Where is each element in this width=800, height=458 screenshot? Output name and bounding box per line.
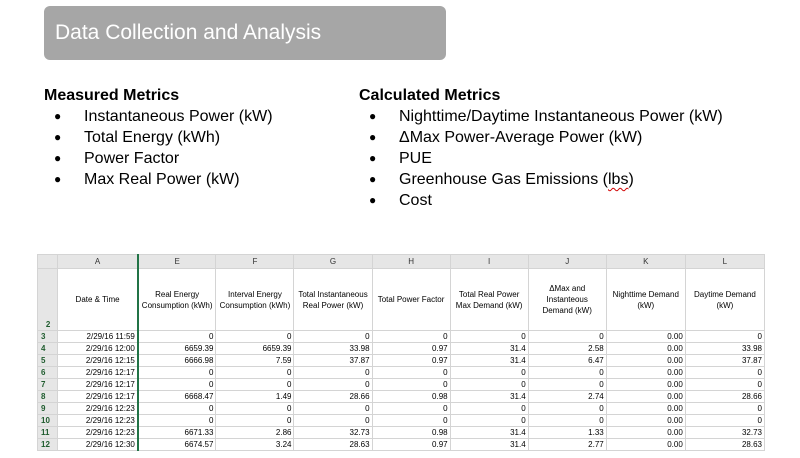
table-cell[interactable]: 6659.39	[138, 343, 216, 355]
table-cell[interactable]: 0	[294, 415, 372, 427]
table-cell[interactable]: 0	[138, 403, 216, 415]
title-banner	[44, 6, 446, 60]
table-cell[interactable]: 2/29/16 12:17	[58, 367, 138, 379]
table-cell[interactable]: 0	[294, 403, 372, 415]
table-cell[interactable]: 7.59	[216, 355, 294, 367]
row-number[interactable]: 3	[38, 331, 58, 343]
table-cell[interactable]: 0	[528, 415, 606, 427]
column-header[interactable]: I	[450, 255, 528, 269]
table-cell[interactable]: 28.63	[685, 439, 764, 451]
column-header[interactable]: A	[58, 255, 138, 269]
calculated-metrics	[359, 86, 723, 211]
table-cell[interactable]: 0	[528, 403, 606, 415]
table-cell[interactable]: 0.97	[372, 439, 450, 451]
table-row	[38, 367, 765, 379]
row-number[interactable]: 9	[38, 403, 58, 415]
table-cell[interactable]: 2/29/16 12:00	[58, 343, 138, 355]
page-title: Data Collection and Analysis	[55, 21, 322, 44]
table-cell[interactable]: 0	[372, 403, 450, 415]
row-number[interactable]: 2	[38, 269, 58, 331]
table-cell[interactable]: 2/29/16 12:17	[58, 391, 138, 403]
header-cell[interactable]: Nighttime Demand (kW)	[606, 269, 685, 331]
table-cell[interactable]: 2/29/16 12:17	[58, 379, 138, 391]
table-cell[interactable]: 0.00	[606, 343, 685, 355]
table-row	[38, 415, 765, 427]
table-cell[interactable]: 0.00	[606, 379, 685, 391]
table-cell[interactable]: 6674.57	[138, 439, 216, 451]
header-cell[interactable]: Total Real Power Max Demand (kW)	[450, 269, 528, 331]
table-cell[interactable]: 2/29/16 11:59	[58, 331, 138, 343]
table-cell[interactable]: 6668.47	[138, 391, 216, 403]
table-cell[interactable]: 33.98	[294, 343, 372, 355]
table-cell[interactable]: 1.49	[216, 391, 294, 403]
header-cell[interactable]: ΔMax and Instanteous Demand (kW)	[528, 269, 606, 331]
table-row	[38, 355, 765, 367]
table-cell[interactable]: 0	[685, 331, 764, 343]
table-cell[interactable]: 31.4	[450, 439, 528, 451]
table-cell[interactable]: 0	[685, 379, 764, 391]
table-cell[interactable]: 0.00	[606, 439, 685, 451]
row-number[interactable]: 5	[38, 355, 58, 367]
table-cell[interactable]: 6.47	[528, 355, 606, 367]
list-item	[359, 169, 723, 190]
calculated-list	[359, 106, 723, 211]
table-cell[interactable]: 28.63	[294, 439, 372, 451]
column-header[interactable]: G	[294, 255, 372, 269]
table-cell[interactable]: 0	[216, 367, 294, 379]
spreadsheet-table	[37, 254, 765, 451]
row-number[interactable]: 6	[38, 367, 58, 379]
ghg-unit: lbs	[607, 171, 629, 188]
table-cell[interactable]: 0.00	[606, 403, 685, 415]
table-cell[interactable]: 31.4	[450, 391, 528, 403]
table-cell[interactable]: 0	[528, 367, 606, 379]
table-cell[interactable]: 2/29/16 12:30	[58, 439, 138, 451]
table-cell[interactable]: 37.87	[685, 355, 764, 367]
spreadsheet[interactable]	[37, 254, 760, 447]
column-header[interactable]: J	[528, 255, 606, 269]
table-cell[interactable]: 0	[294, 367, 372, 379]
list-item: ● Power Factor	[44, 148, 273, 169]
ghg-label: Greenhouse Gas Emissions (	[399, 171, 608, 188]
table-cell[interactable]: 32.73	[685, 427, 764, 439]
calculated-heading: Calculated Metrics	[359, 87, 501, 104]
select-all-corner[interactable]	[38, 255, 58, 269]
table-row	[38, 427, 765, 439]
table-cell[interactable]: 28.66	[294, 391, 372, 403]
table-row	[38, 343, 765, 355]
table-cell[interactable]: 2/29/16 12:15	[58, 355, 138, 367]
table-cell[interactable]: 0	[372, 331, 450, 343]
table-cell[interactable]: 0	[216, 415, 294, 427]
table-cell[interactable]: 0	[685, 367, 764, 379]
header-cell[interactable]: Real Energy Consumption (kWh)	[138, 269, 216, 331]
ghg-close: )	[628, 171, 634, 188]
header-cell[interactable]: Daytime Demand (kW)	[685, 269, 764, 331]
table-cell[interactable]: 0	[294, 331, 372, 343]
table-cell[interactable]: 0.00	[606, 367, 685, 379]
row-number[interactable]: 12	[38, 439, 58, 451]
measured-metrics	[44, 86, 273, 190]
table-cell[interactable]: 0.00	[606, 391, 685, 403]
table-cell[interactable]: 28.66	[685, 391, 764, 403]
table-cell[interactable]: 0	[372, 367, 450, 379]
table-cell[interactable]: 0.97	[372, 343, 450, 355]
table-cell[interactable]: 0	[138, 367, 216, 379]
measured-list	[44, 106, 273, 190]
table-cell[interactable]: 2.74	[528, 391, 606, 403]
table-cell[interactable]: 31.4	[450, 343, 528, 355]
table-cell[interactable]: 2.86	[216, 427, 294, 439]
table-cell[interactable]: 2/29/16 12:23	[58, 427, 138, 439]
column-header[interactable]: H	[372, 255, 450, 269]
list-item: ● Total Energy (kWh)	[44, 127, 273, 148]
table-cell[interactable]: 0	[685, 403, 764, 415]
table-cell[interactable]: 0.00	[606, 331, 685, 343]
table-cell[interactable]: 0	[450, 403, 528, 415]
list-item: ● Instantaneous Power (kW)	[44, 106, 273, 127]
table-cell[interactable]: 0.00	[606, 427, 685, 439]
header-cell[interactable]: Total Instantaneous Real Power (kW)	[294, 269, 372, 331]
table-cell[interactable]: 32.73	[294, 427, 372, 439]
row-number[interactable]: 7	[38, 379, 58, 391]
table-cell[interactable]: 6666.98	[138, 355, 216, 367]
table-cell[interactable]: 0	[450, 331, 528, 343]
list-item: ● Max Real Power (kW)	[44, 169, 273, 190]
list-item: ● Nighttime/Daytime Instantaneous Power (kW)	[359, 106, 723, 127]
table-cell[interactable]: 31.4	[450, 355, 528, 367]
header-cell[interactable]: Total Power Factor	[372, 269, 450, 331]
table-cell[interactable]: 0.98	[372, 391, 450, 403]
table-cell[interactable]: 0.98	[372, 427, 450, 439]
table-cell[interactable]: 0	[450, 379, 528, 391]
header-cell[interactable]: Date & Time	[58, 269, 138, 331]
table-cell[interactable]: 0.00	[606, 355, 685, 367]
table-cell[interactable]: 0	[450, 415, 528, 427]
table-cell[interactable]: 0	[685, 415, 764, 427]
table-cell[interactable]: 1.33	[528, 427, 606, 439]
table-cell[interactable]: 0	[372, 415, 450, 427]
column-header[interactable]: E	[138, 255, 216, 269]
table-cell[interactable]: 0	[528, 379, 606, 391]
column-header-row	[38, 255, 765, 269]
table-cell[interactable]: 0	[216, 379, 294, 391]
table-cell[interactable]: 0	[216, 403, 294, 415]
table-cell[interactable]: 3.24	[216, 439, 294, 451]
column-header[interactable]: F	[216, 255, 294, 269]
row-number[interactable]: 4	[38, 343, 58, 355]
table-cell[interactable]: 2/29/16 12:23	[58, 403, 138, 415]
table-cell[interactable]: 0	[372, 379, 450, 391]
list-item: ● PUE	[359, 148, 723, 169]
table-cell[interactable]: 2/29/16 12:23	[58, 415, 138, 427]
table-row	[38, 379, 765, 391]
table-header-row	[38, 269, 765, 331]
measured-heading: Measured Metrics	[44, 87, 180, 104]
table-cell[interactable]: 37.87	[294, 355, 372, 367]
row-number[interactable]: 8	[38, 391, 58, 403]
table-cell[interactable]: 2.77	[528, 439, 606, 451]
table-row	[38, 331, 765, 343]
row-number[interactable]: 11	[38, 427, 58, 439]
table-cell[interactable]: 33.98	[685, 343, 764, 355]
table-cell[interactable]: 0	[294, 379, 372, 391]
table-cell[interactable]: 6659.39	[216, 343, 294, 355]
table-cell[interactable]: 0.00	[606, 415, 685, 427]
table-cell[interactable]: 0	[138, 379, 216, 391]
table-cell[interactable]: 0	[216, 331, 294, 343]
row-number[interactable]: 10	[38, 415, 58, 427]
column-header[interactable]: L	[685, 255, 764, 269]
table-cell[interactable]: 0	[450, 367, 528, 379]
list-item: ● Cost	[359, 190, 723, 211]
table-cell[interactable]: 0	[528, 331, 606, 343]
table-cell[interactable]: 6671.33	[138, 427, 216, 439]
list-item: ● ΔMax Power-Average Power (kW)	[359, 127, 723, 148]
table-cell[interactable]: 2.58	[528, 343, 606, 355]
header-cell[interactable]: Interval Energy Consumption (kWh)	[216, 269, 294, 331]
table-cell[interactable]: 31.4	[450, 427, 528, 439]
table-row	[38, 391, 765, 403]
table-cell[interactable]: 0	[138, 415, 216, 427]
table-row	[38, 439, 765, 451]
table-row	[38, 403, 765, 415]
table-cell[interactable]: 0.97	[372, 355, 450, 367]
table-cell[interactable]: 0	[138, 331, 216, 343]
column-header[interactable]: K	[606, 255, 685, 269]
